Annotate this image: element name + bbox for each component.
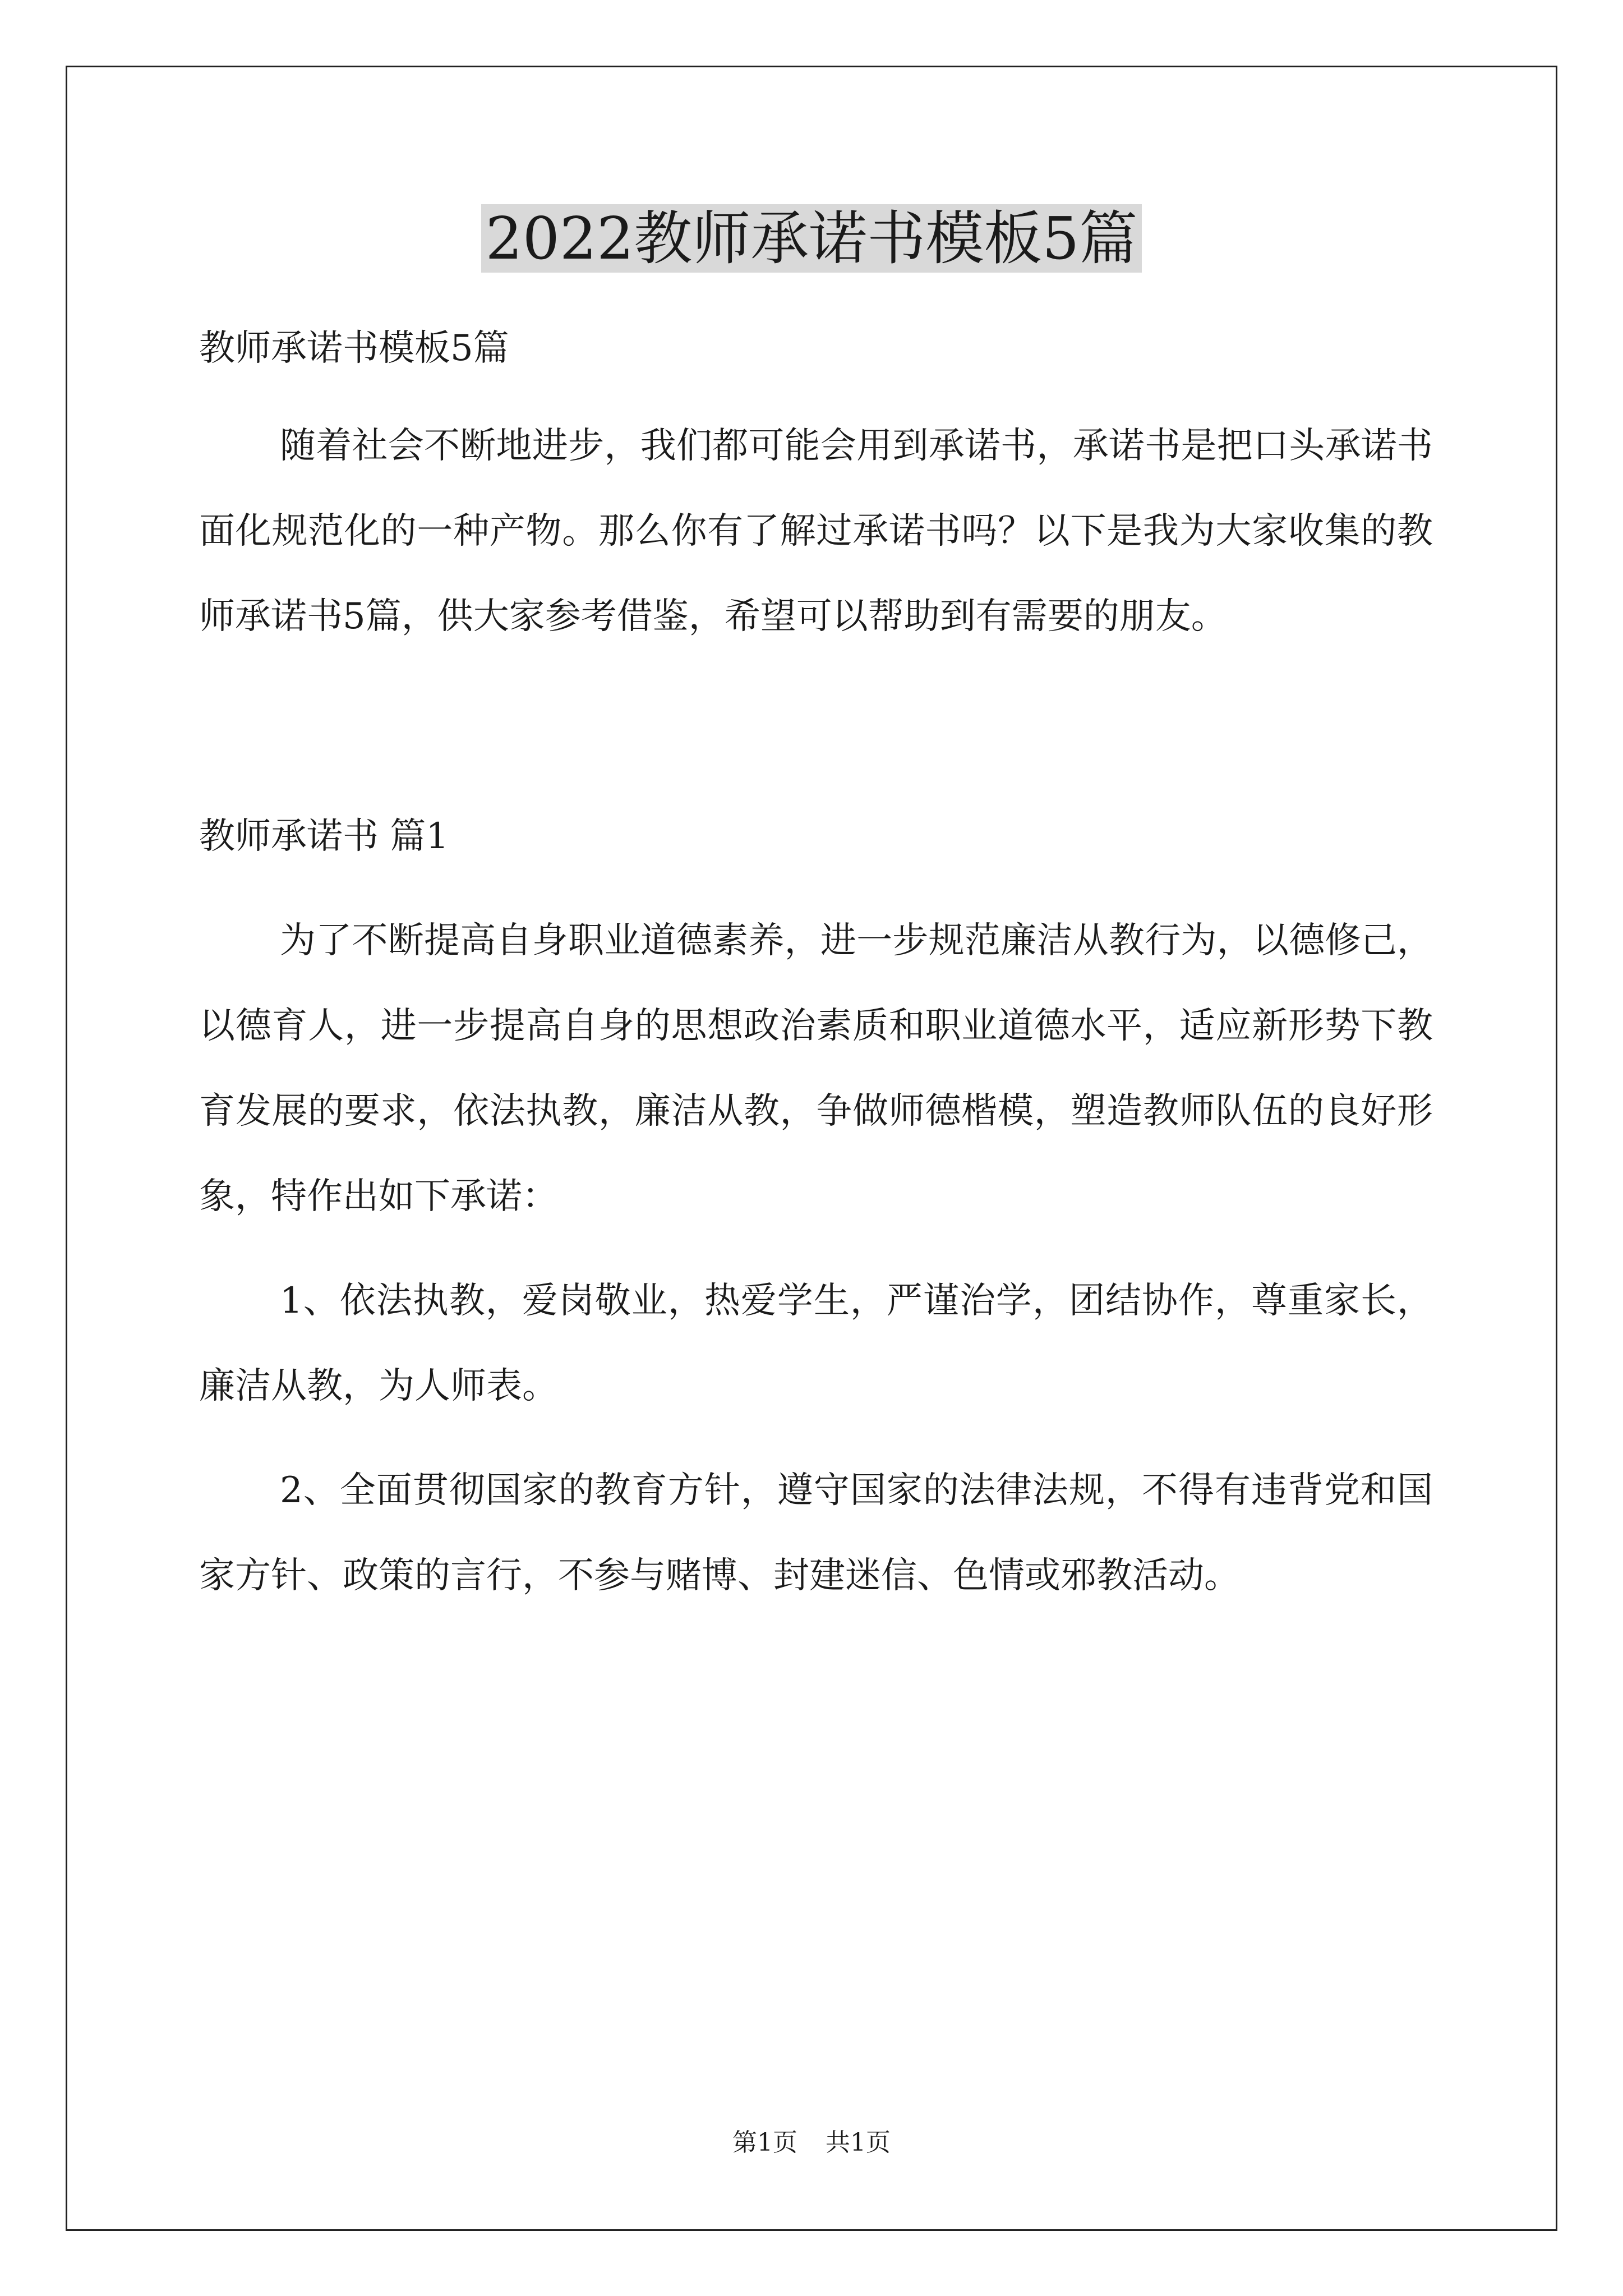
document-title [0,199,1623,278]
section-paragraph: 为了不断提高自身职业道德素养，进一步规范廉洁从教行为，以德修己，以德育人，进一步提高自身的思想政治素质和职业道德水平，适应新形势下教育发展的要求，依法执教，廉洁从教，争做师德楷模，塑造教师队伍的良好形象，特作出如下承诺： [199,920,1433,1217]
document-body [199,306,1433,1618]
intro-paragraph: 随着社会不断地进步，我们都可能会用到承诺书，承诺书是把口头承诺书面化规范化的一种产物。那么你有了解过承诺书吗？以下是我为大家收集的教师承诺书5篇，供大家参考借鉴，希望可以帮助到有需要的朋友。 [199,425,1433,637]
document-title-text: 2022教师承诺书模板5篇 [481,204,1142,273]
commitment-item-2: 2、全面贯彻国家的教育方针，遵守国家的法律法规，不得有违背党和国家方针、政策的言行，不参与赌博、封建迷信、色情或邪教活动。 [199,1470,1433,1596]
document-subtitle: 教师承诺书模板5篇 [199,328,509,369]
page-footer [0,2126,1623,2160]
page-number-total: 共1页 [826,2128,891,2157]
page-number-current: 第1页 [732,2128,797,2157]
commitment-item-1: 1、依法执教，爱岗敬业，热爱学生，严谨治学，团结协作，尊重家长，廉洁从教，为人师表。 [199,1280,1433,1407]
section-heading: 教师承诺书 篇1 [199,816,449,857]
